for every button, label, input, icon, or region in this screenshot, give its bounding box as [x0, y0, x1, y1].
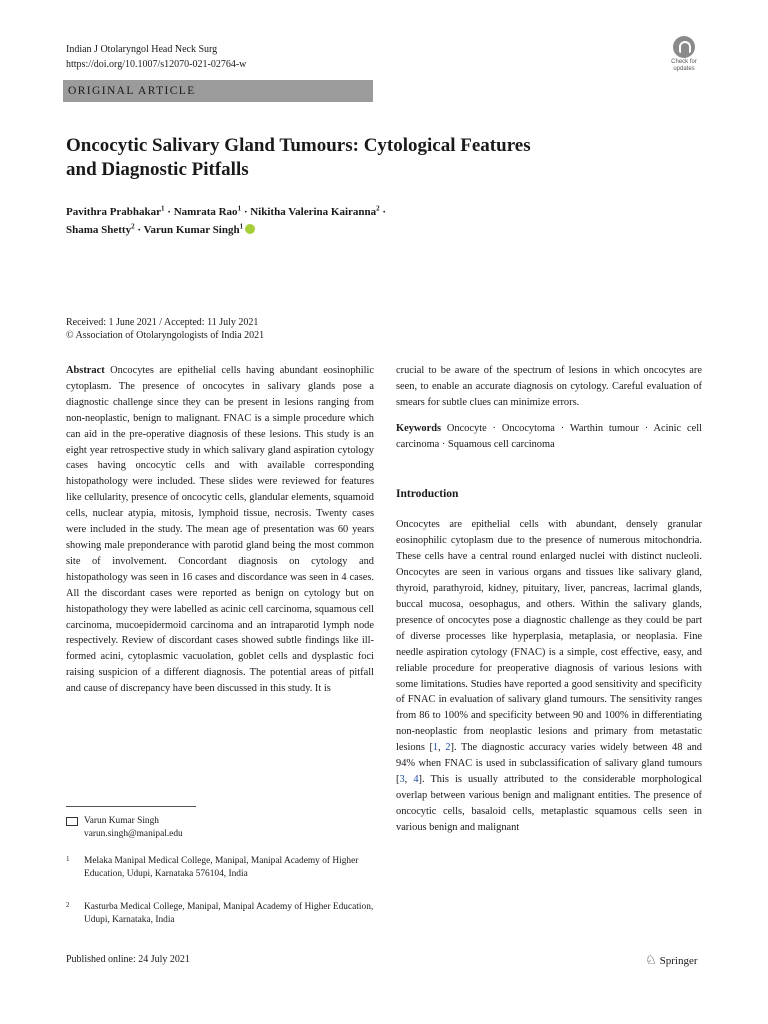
affiliation-text: Melaka Manipal Medical College, Manipal, Manipal Academy of Higher Education, Udupi, Karnataka 576104, India [84, 856, 359, 879]
abstract-label: Abstract [66, 365, 105, 376]
publisher-logo [645, 952, 698, 968]
published-online: Published online: 24 July 2021 [66, 954, 190, 965]
correspondence-name: Varun Kumar Singh [84, 816, 159, 826]
badge-label: Check for updates [671, 59, 697, 72]
affiliation-text: Kasturba Medical College, Manipal, Manipal Academy of Higher Education, Udupi, Karnataka, India [84, 902, 374, 925]
right-column [396, 363, 702, 836]
author-list: Pavithra Prabhakar$^1$ · Namrata Rao$^1$ · Nikitha Valerina Kairanna$^2$ · Shama Shetty$^2$ · Varun Kumar Singh$^1$ [66, 204, 387, 236]
doi-link[interactable]: https://doi.org/10.1007/s12070-021-02764-w [66, 59, 247, 70]
springer-horse-icon: ♘ [645, 952, 657, 967]
envelope-icon [66, 817, 78, 826]
correspondence-email[interactable]: varun.singh@manipal.edu [84, 829, 183, 839]
check-for-updates-badge[interactable] [664, 36, 704, 76]
section-heading-introduction: Introduction [396, 487, 459, 500]
keywords-text: Oncocyte · Oncocytoma · Warthin tumour · Acinic cell carcinoma · Squamous cell carcinoma [396, 422, 702, 450]
article-title: Oncocytic Salivary Gland Tumours: Cytological Features and Diagnostic Pitfalls [66, 135, 531, 180]
author-name[interactable]: Varun Kumar Singh [143, 224, 240, 236]
article-dates [66, 316, 264, 342]
abstract [66, 363, 374, 697]
affiliation-number: 2 [66, 901, 70, 909]
bookmark-icon [673, 36, 695, 58]
author-name[interactable]: Pavithra Prabhakar [66, 206, 162, 218]
footnote-divider [66, 806, 196, 807]
keywords-label: Keywords [396, 422, 442, 434]
citation-link[interactable]: 3 [399, 773, 405, 785]
journal-name: Indian J Otolaryngol Head Neck Surg [66, 44, 218, 55]
citation-link[interactable]: 4 [413, 773, 419, 785]
abstract-text: Oncocytes are epithelial cells having abundant eosinophilic cytoplasm. The presence of oncocytes in salivary glands pose a diagnostic challenge since they can be present in lesions ranging from non-neoplastic, benign to malignant. FNAC is a simple procedure which can aid in the pre-operative diagnosis of these lesions. This study is an eight year retrospective study in which salivary gland aspiration cytology cases having oncocytic cells and with available corresponding histopathology were included. These slides were reviewed for features like cellularity, presence of oncocytic cells, glandular elements, squamoid cells, nuclear atypia, mitosis, lymphoid tissue, necrosis. Twenty cases were included in the study. The mean age of presentation was 60 years showing male preponderance with parotid gland being the most common site of involvement. Concordant diagnosis on cytology and histopathology was seen in 16 cases and discordance was seen in 4 cases. All the discordant cases were reported as benign on cytology but on histopathology they were labelled as acinic cell carcinoma, squamous cell carcinoma, mucoepidermoid carcinoma and an intraparotid lymph node respectively. Review of discordant cases showed subtle findings like ill-formed acini, cytoplasmic vacuolation, goblet cells and dysplastic foci raising suspicion of a different diagnosis. The potential areas of pitfall and cause of discrepancy have been discussed in this study. It is [66, 365, 374, 695]
correspondence [84, 815, 183, 841]
author-name[interactable]: Nikitha Valerina Kairanna [250, 206, 377, 218]
abstract-column [66, 363, 374, 697]
copyright: © Association of Otolaryngologists of India 2021 [66, 330, 265, 341]
citation-link[interactable]: 2 [445, 742, 451, 754]
affiliation-number: 1 [66, 855, 70, 863]
journal-header [66, 42, 246, 72]
intro-paragraph: Oncocytes are epithelial cells with abundant, densely granular eosinophilic cytoplasm due to the presence of numerous mitochondria. These cells have a central round enlarged nuclei with distinct nucleoli. Oncocytes are seen in various organs and tissues like salivary gland, thyroid, parathyroid, kidney, pituitary, liver, pancreas, lacrimal glands, buccal mucosa, oesophagus, and others. Within the salivary glands, presence of oncocytes pose a diagnostic challenge as they could be part of diverse processes like hyperplasia, metaplasia, or neoplasia. Fine needle aspiration cytology (FNAC) is a simple, cost effective, easy, and reliable procedure for preoperative diagnosis of various lesions with some limitations. Studies have reported a good sensitivity and specificity of FNAC in evaluation of salivary gland tumours. The sensitivity ranges from 86 to 100% and specificity between 90 and 100% in differentiating non-neoplastic from neoplastic lesions and primary from metastatic lesions [1, 2]. The diagnostic accuracy varies widely between 48 and 94% when FNAC is used in subclassification of salivary gland tumours [3, 4]. This is usually attributed to the considerable morphological overlap between various benign and malignant entities. The presence of oncocytic cells, basaloid cells, metaplastic squamous cells seen in various benign and malignant [396, 519, 703, 833]
author-name[interactable]: Namrata Rao [173, 206, 238, 218]
publisher-name: Springer [659, 955, 698, 967]
citation-link[interactable]: 1 [432, 742, 439, 754]
keywords [396, 421, 702, 453]
abstract-continuation: crucial to be aware of the spectrum of lesions in which oncocytes are seen, to enable an accurate diagnosis on cytology. Careful evaluation of smears for subtle clues can minimize errors. [396, 365, 702, 408]
received-accepted: Received: 1 June 2021 / Accepted: 11 July 2021 [66, 317, 259, 328]
orcid-icon[interactable] [245, 224, 255, 234]
article-type-banner: ORIGINAL ARTICLE [63, 80, 373, 102]
author-name[interactable]: Shama Shetty [66, 224, 132, 236]
